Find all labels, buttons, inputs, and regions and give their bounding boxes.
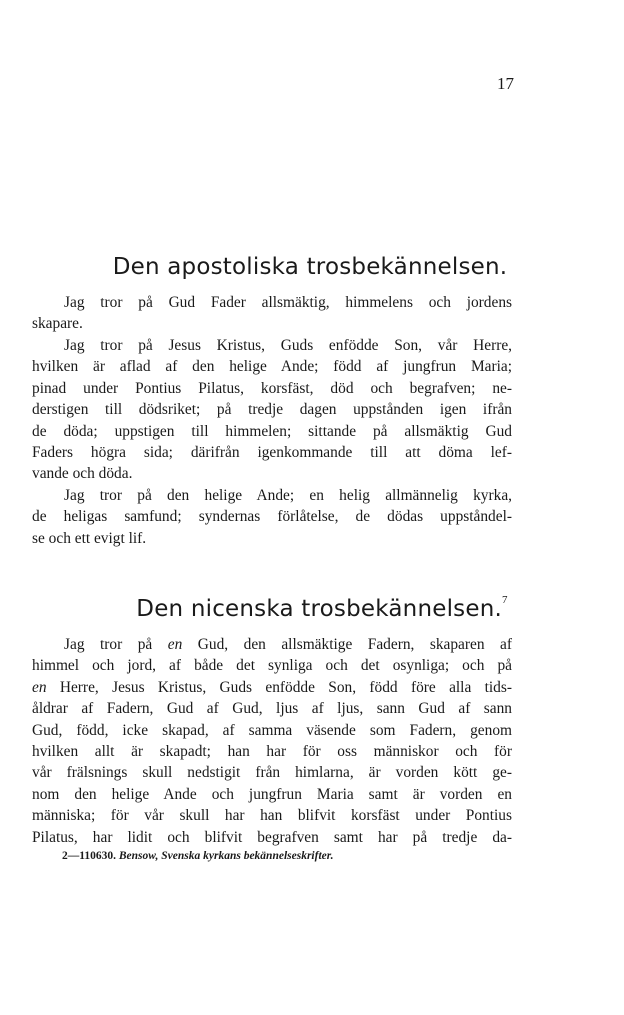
text-line: människa; för vår skull har han blifvit korsfäst under Pontius <box>32 807 512 825</box>
text-line: Gud, född, icke skapad, af samma väsende som Fadern, genom <box>32 721 512 739</box>
text-line: Jag tror på Jesus Kristus, Guds enfödde Son, vår Herre, <box>64 337 512 354</box>
section-title-nicene <box>10 596 624 622</box>
printer-footer <box>62 850 333 862</box>
text-line: vår frälsnings skull nedstigit från himlarna, är vorden kött ge- <box>32 764 512 782</box>
text-line: Jag tror på den helige Ande; en helig allmännelig kyrka, <box>64 487 512 504</box>
page-number: 17 <box>497 74 514 93</box>
text-line: se och ett evigt lif. <box>32 529 147 547</box>
text-line: Pilatus, har lidit och blifvit begrafven samt har på tredje da- <box>32 828 512 846</box>
text-line: vande och döda. <box>32 465 133 483</box>
text-line: pinad under Pontius Pilatus, korsfäst, död och begrafven; ne- <box>32 379 512 397</box>
apostolic-paragraph-1 <box>32 292 512 335</box>
emphasis: en <box>167 636 183 653</box>
footer-text: Bensow, Svenska kyrkans bekännelseskrifter. <box>118 850 334 862</box>
text-line: himmel och jord, af både det synliga och det osynliga; och på <box>32 657 512 675</box>
section-title-apostolic: Den apostoliska trosbekännelsen. <box>112 254 508 280</box>
text-line: derstigen till dödsriket; på tredje dagen uppstånden igen ifrån <box>32 401 512 419</box>
section-title-text: Den nicenska trosbekännelsen. <box>136 596 502 622</box>
text-line: Jag tror på Gud Fader allsmäktig, himmelens och jordens <box>64 294 512 311</box>
text-line: hvilken är aflad af den helige Ande; född af jungfrun Maria; <box>32 358 512 376</box>
apostolic-paragraph-2 <box>32 335 512 485</box>
text-line: åldrar af Fadern, Gud af Gud, ljus af ljus, sann Gud af sann <box>32 700 512 718</box>
text-line: de döda; uppstigen till himmelen; sittande på allsmäktig Gud <box>32 422 512 440</box>
footnote-mark: 7 <box>502 594 508 606</box>
signature-mark: 2—110630. <box>62 850 116 862</box>
text-line: de heligas samfund; syndernas förlåtelse, de dödas uppståndel- <box>32 508 512 526</box>
text-line: skapare. <box>32 315 83 333</box>
nicene-paragraph <box>32 634 512 848</box>
text-line: hvilken allt är skapadt; han har för oss människor och för <box>32 743 512 761</box>
text-line: nom den helige Ande och jungfrun Maria samt är vorden en <box>32 785 512 803</box>
text-line: en Herre, Jesus Kristus, Guds enfödde Son, född före alla tids- <box>32 678 512 696</box>
apostolic-paragraph-3 <box>32 485 512 549</box>
text-line: Jag tror på en Gud, den allsmäktige Fadern, skaparen af <box>64 636 512 653</box>
text-line: Faders högra sida; därifrån igenkommande till att döma lef- <box>32 444 512 462</box>
emphasis: en <box>32 678 47 696</box>
